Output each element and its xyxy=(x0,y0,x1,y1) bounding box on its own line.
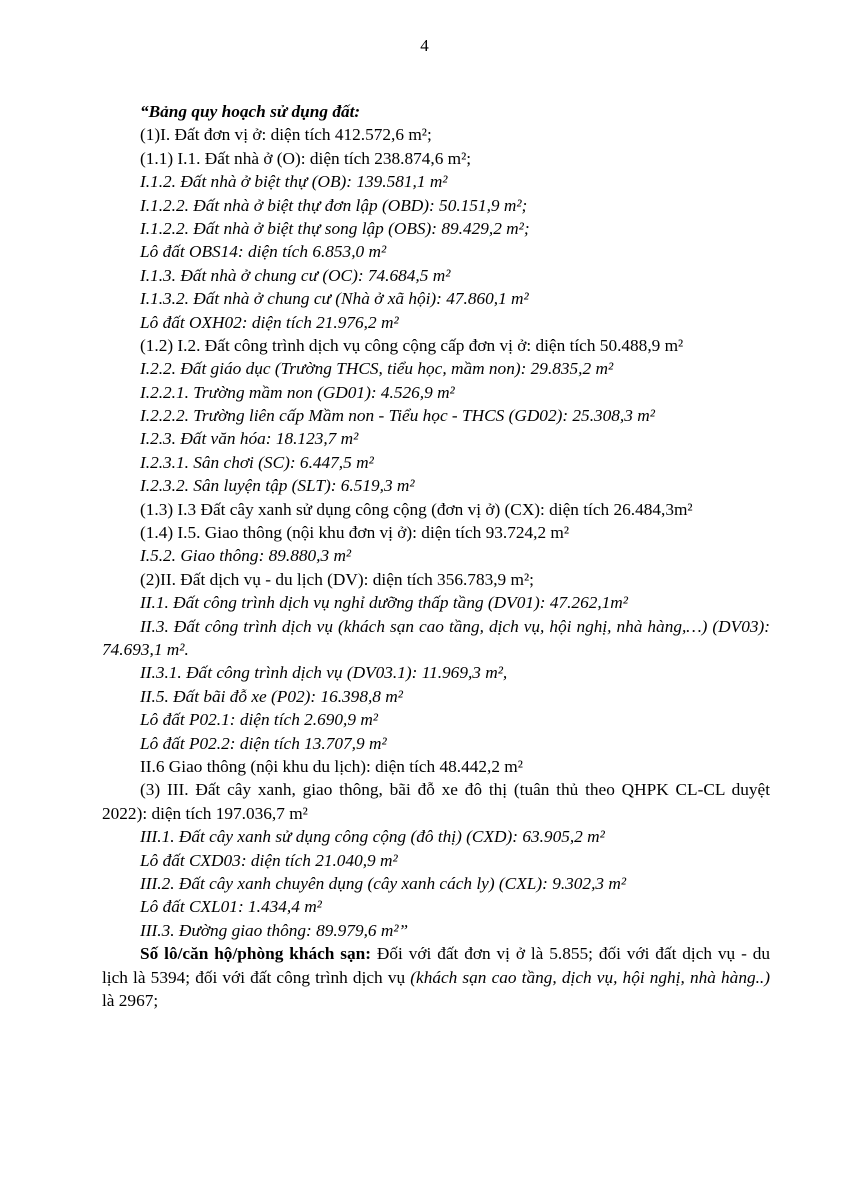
land-use-list xyxy=(102,100,770,615)
text-line: (1.2) I.2. Đất công trình dịch vụ công cộng cấp đơn vị ở: diện tích 50.488,9 m² xyxy=(140,335,684,355)
final-text-2: là 2967; xyxy=(102,990,159,1010)
text-line: I.1.3.2. Đất nhà ở chung cư (Nhà ở xã hội): 47.860,1 m² xyxy=(140,289,529,309)
land-use-list-3 xyxy=(102,825,770,942)
text-line: (2)II. Đất dịch vụ - du lịch (DV): diện tích 356.783,9 m²; xyxy=(140,569,534,589)
land-use-list-2 xyxy=(102,661,770,778)
text-line: (1.4) I.5. Giao thông (nội khu đơn vị ở): diện tích 93.724,2 m² xyxy=(140,523,570,543)
text-line: Lô đất CXD03: diện tích 21.040,9 m² xyxy=(140,850,398,870)
text-line: I.2.3.2. Sân luyện tập (SLT): 6.519,3 m² xyxy=(140,476,415,496)
text-line: “Bảng quy hoạch sử dụng đất: xyxy=(140,102,361,121)
text-line: III.2. Đất cây xanh chuyên dụng (cây xanh cách ly) (CXL): 9.302,3 m² xyxy=(140,873,627,893)
text-line: III.3. Đường giao thông: 89.979,6 m²” xyxy=(140,920,409,940)
final-bold-lead: Số lô/căn hộ/phòng khách sạn: xyxy=(140,944,372,964)
text-line: I.2.3.1. Sân chơi (SC): 6.447,5 m² xyxy=(140,452,374,472)
text-line: Lô đất OXH02: diện tích 21.976,2 m² xyxy=(140,312,399,332)
text-line: Lô đất P02.2: diện tích 13.707,9 m² xyxy=(140,733,387,753)
text-line: II.1. Đất công trình dịch vụ nghỉ dưỡng thấp tầng (DV01): 47.262,1m² xyxy=(140,593,628,613)
text-line: I.1.2. Đất nhà ở biệt thự (OB): 139.581,1 m² xyxy=(140,172,448,192)
text-line: (1.1) I.1. Đất nhà ở (O): diện tích 238.874,6 m²; xyxy=(140,148,472,168)
text-line: I.1.2.2. Đất nhà ở biệt thự đơn lập (OBD): 50.151,9 m²; xyxy=(140,195,528,215)
text-line: I.1.2.2. Đất nhà ở biệt thự song lập (OBS): 89.429,2 m²; xyxy=(140,218,530,238)
text-line: Lô đất P02.1: diện tích 2.690,9 m² xyxy=(140,710,378,730)
text-line: (1.3) I.3 Đất cây xanh sử dụng công cộng (đơn vị ở) (CX): diện tích 26.484,3m² xyxy=(140,499,693,519)
text-line: Lô đất OBS14: diện tích 6.853,0 m² xyxy=(140,242,387,262)
document-body xyxy=(102,100,770,1012)
text-line: II.6 Giao thông (nội khu du lịch): diện tích 48.442,2 m² xyxy=(140,756,523,776)
text-line: II.3.1. Đất công trình dịch vụ (DV03.1): 11.969,3 m², xyxy=(140,663,508,683)
final-italic: (khách sạn cao tầng, dịch vụ, hội nghị, nhà hàng..) xyxy=(410,967,770,987)
paragraph-ii3: II.3. Đất công trình dịch vụ (khách sạn cao tầng, dịch vụ, hội nghị, nhà hàng,…) (DV03): 74.693,1 m². xyxy=(102,616,770,659)
text-line: I.2.2.2. Trường liên cấp Mầm non - Tiểu học - THCS (GD02): 25.308,3 m² xyxy=(140,406,655,426)
text-line: (1)I. Đất đơn vị ở: diện tích 412.572,6 m²; xyxy=(140,125,432,145)
text-line: I.2.2.1. Trường mầm non (GD01): 4.526,9 m² xyxy=(140,382,455,402)
text-line: I.1.3. Đất nhà ở chung cư (OC): 74.684,5 m² xyxy=(140,265,451,285)
text-line: III.1. Đất cây xanh sử dụng công cộng (đô thị) (CXD): 63.905,2 m² xyxy=(140,827,605,847)
text-line: Lô đất CXL01: 1.434,4 m² xyxy=(140,897,322,917)
text-line: I.2.3. Đất văn hóa: 18.123,7 m² xyxy=(140,429,359,449)
final-paragraph xyxy=(102,942,770,1012)
final-text-1: Đối với đất đơn vị ở là 5.855; đối với đất dịch vụ - du lịch là 5394; đối với đất công trình dịch vụ xyxy=(102,944,770,987)
text-line: I.5.2. Giao thông: 89.880,3 m² xyxy=(140,546,352,566)
page-number: 4 xyxy=(420,36,429,55)
paragraph-section-3: (3) III. Đất cây xanh, giao thông, bãi đỗ xe đô thị (tuân thủ theo QHPK CL-CL duyệt 2022): diện tích 197.036,7 m² xyxy=(102,780,770,823)
text-line: II.5. Đất bãi đỗ xe (P02): 16.398,8 m² xyxy=(140,686,403,706)
text-line: I.2.2. Đất giáo dục (Trường THCS, tiểu học, mầm non): 29.835,2 m² xyxy=(140,359,614,379)
